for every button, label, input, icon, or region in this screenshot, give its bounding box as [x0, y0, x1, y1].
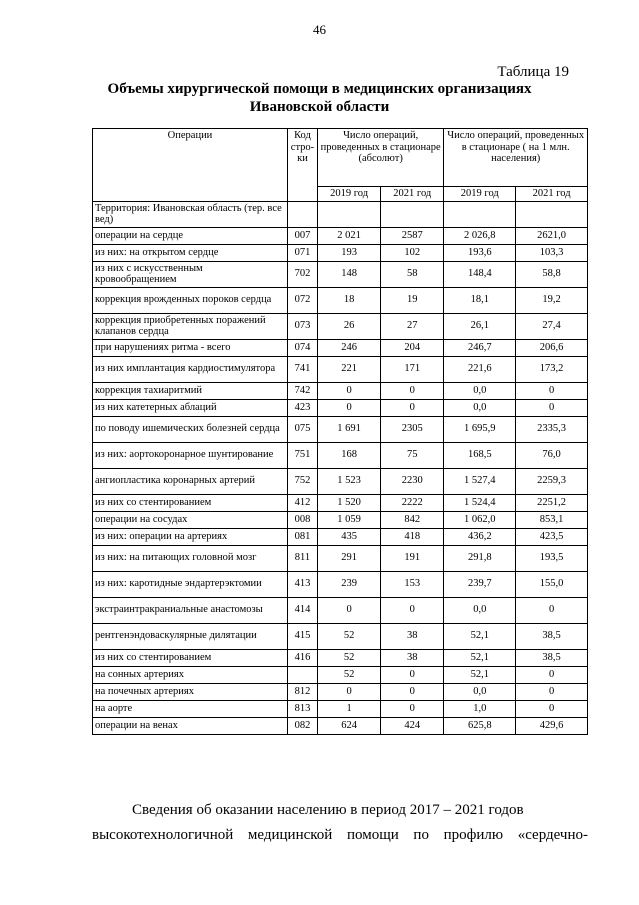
per-million-2021-value: 0: [516, 597, 588, 623]
table-row: [93, 511, 588, 528]
operation-name: рентгенэндоваскулярные дилятации: [93, 623, 288, 649]
abs-2019-value: 193: [317, 244, 380, 261]
header-per-million-group: Число операций, проведенных в стационаре ( на 1 млн. населения): [444, 129, 588, 187]
abs-2021-value: 2222: [381, 494, 444, 511]
abs-2019-value: 239: [317, 571, 380, 597]
row-code: 742: [287, 382, 317, 399]
abs-2019-value: 18: [317, 287, 380, 313]
per-million-2019-value: 246,7: [444, 339, 516, 356]
operation-name: коррекция врожденных пороков сердца: [93, 287, 288, 313]
table-row: [93, 399, 588, 416]
operation-name: экстраинтракраниальные анастомозы: [93, 597, 288, 623]
operation-name: операции на венах: [93, 717, 288, 734]
per-million-2021-value: 0: [516, 382, 588, 399]
row-code: 082: [287, 717, 317, 734]
per-million-2019-value: 0,0: [444, 597, 516, 623]
abs-2019-value: 148: [317, 261, 380, 287]
per-million-2021-value: 155,0: [516, 571, 588, 597]
per-million-2019-value: 52,1: [444, 623, 516, 649]
per-million-2021-value: 423,5: [516, 528, 588, 545]
table-row: [93, 416, 588, 442]
abs-2019-value: 435: [317, 528, 380, 545]
per-million-2021-value: 76,0: [516, 442, 588, 468]
abs-2019-value: 0: [317, 597, 380, 623]
table-row: [93, 244, 588, 261]
abs-2021-value: 842: [381, 511, 444, 528]
per-million-2021-value: 2621,0: [516, 227, 588, 244]
per-million-2019-value: 1 524,4: [444, 494, 516, 511]
table-row: [93, 683, 588, 700]
abs-2019-value: 221: [317, 356, 380, 382]
surgery-volume-table: [92, 128, 588, 735]
row-code: 007: [287, 227, 317, 244]
abs-2021-value: 191: [381, 545, 444, 571]
abs-2021-value: 0: [381, 700, 444, 717]
abs-2021-value: 0: [381, 683, 444, 700]
abs-2021-value: 171: [381, 356, 444, 382]
operation-name: на аорте: [93, 700, 288, 717]
table-row: [93, 468, 588, 494]
abs-2021-value: 19: [381, 287, 444, 313]
per-million-2021-value: 103,3: [516, 244, 588, 261]
operation-name: из них со стентированием: [93, 649, 288, 666]
territory-label: Территория: Ивановская область (тер. все вед): [93, 201, 288, 227]
per-million-2019-value: 18,1: [444, 287, 516, 313]
per-million-2021-value: 58,8: [516, 261, 588, 287]
per-million-2021-value: 38,5: [516, 623, 588, 649]
row-code: 414: [287, 597, 317, 623]
per-million-2019-value: 1 527,4: [444, 468, 516, 494]
row-code: 415: [287, 623, 317, 649]
per-million-2021-value: 206,6: [516, 339, 588, 356]
abs-2021-value: 153: [381, 571, 444, 597]
header-abs-2021: 2021 год: [381, 187, 444, 202]
row-code: 751: [287, 442, 317, 468]
page-number: 46: [313, 22, 326, 37]
table-row: [93, 649, 588, 666]
table-title: Объемы хирургической помощи в медицинских организациях Ивановской области: [107, 81, 532, 115]
per-million-2019-value: 148,4: [444, 261, 516, 287]
per-million-2021-value: 27,4: [516, 313, 588, 339]
abs-2019-value: 1 523: [317, 468, 380, 494]
per-million-2019-value: 168,5: [444, 442, 516, 468]
table-row: [93, 442, 588, 468]
per-million-2019-value: 52,1: [444, 649, 516, 666]
body-line-2: высокотехнологичной медицинской помощи по профилю «сердечно-: [92, 827, 588, 843]
per-million-2019-value: 0,0: [444, 399, 516, 416]
header-absolute-group: Число операций, проведенных в стационаре (абсолют): [317, 129, 443, 187]
operation-name: из них катетерных аблаций: [93, 399, 288, 416]
abs-2019-value: 1 520: [317, 494, 380, 511]
abs-2019-value: 624: [317, 717, 380, 734]
row-code: 812: [287, 683, 317, 700]
per-million-2021-value: 0: [516, 666, 588, 683]
operation-name: из них с искусственным кровообращением: [93, 261, 288, 287]
abs-2021-value: 204: [381, 339, 444, 356]
abs-2019-value: 1 691: [317, 416, 380, 442]
table-row: [93, 666, 588, 683]
body-line-1: Сведения об оказании населению в период 2017 – 2021 годов: [132, 802, 524, 818]
per-million-2021-value: 0: [516, 700, 588, 717]
abs-2019-value: 1 059: [317, 511, 380, 528]
operation-name: коррекция приобретенных поражений клапанов сердца: [93, 313, 288, 339]
per-million-2019-value: 1,0: [444, 700, 516, 717]
table-row: [93, 494, 588, 511]
territory-row: [93, 201, 588, 227]
abs-2021-value: 0: [381, 597, 444, 623]
table-row: [93, 528, 588, 545]
row-code: 752: [287, 468, 317, 494]
operation-name: коррекция тахиаритмий: [93, 382, 288, 399]
abs-2021-value: 2305: [381, 416, 444, 442]
abs-2019-value: 52: [317, 666, 380, 683]
abs-2021-value: 102: [381, 244, 444, 261]
header-rel-2021: 2021 год: [516, 187, 588, 202]
operation-name: ангиопластика коронарных артерий: [93, 468, 288, 494]
per-million-2021-value: 2335,3: [516, 416, 588, 442]
abs-2019-value: 291: [317, 545, 380, 571]
abs-2021-value: 38: [381, 623, 444, 649]
per-million-2021-value: 2251,2: [516, 494, 588, 511]
row-code: 413: [287, 571, 317, 597]
abs-2021-value: 424: [381, 717, 444, 734]
row-code: 074: [287, 339, 317, 356]
operation-name: по поводу ишемических болезней сердца: [93, 416, 288, 442]
row-code: 811: [287, 545, 317, 571]
row-code: 813: [287, 700, 317, 717]
table-caption: Таблица 19: [497, 64, 569, 80]
table-row: [93, 623, 588, 649]
abs-2021-value: 418: [381, 528, 444, 545]
header-code: Код стро-ки: [287, 129, 317, 202]
abs-2021-value: 38: [381, 649, 444, 666]
per-million-2021-value: 429,6: [516, 717, 588, 734]
table-row: [93, 287, 588, 313]
abs-2021-value: 0: [381, 399, 444, 416]
per-million-2019-value: 239,7: [444, 571, 516, 597]
row-code: 702: [287, 261, 317, 287]
per-million-2021-value: 0: [516, 683, 588, 700]
abs-2021-value: 2587: [381, 227, 444, 244]
table-row: [93, 571, 588, 597]
header-abs-2019: 2019 год: [317, 187, 380, 202]
abs-2021-value: 58: [381, 261, 444, 287]
operation-name: на сонных артериях: [93, 666, 288, 683]
per-million-2021-value: 193,5: [516, 545, 588, 571]
per-million-2021-value: 38,5: [516, 649, 588, 666]
abs-2019-value: 0: [317, 683, 380, 700]
table-row: [93, 261, 588, 287]
per-million-2019-value: 2 026,8: [444, 227, 516, 244]
abs-2019-value: 52: [317, 623, 380, 649]
per-million-2021-value: 19,2: [516, 287, 588, 313]
body-paragraph: [92, 798, 588, 848]
row-code: 071: [287, 244, 317, 261]
operation-name: из них: каротидные эндартерэктомии: [93, 571, 288, 597]
abs-2021-value: 75: [381, 442, 444, 468]
abs-2019-value: 1: [317, 700, 380, 717]
abs-2021-value: 27: [381, 313, 444, 339]
operation-name: при нарушениях ритма - всего: [93, 339, 288, 356]
per-million-2021-value: 853,1: [516, 511, 588, 528]
per-million-2021-value: 173,2: [516, 356, 588, 382]
table-row: [93, 382, 588, 399]
row-code: 741: [287, 356, 317, 382]
table-row: [93, 717, 588, 734]
abs-2019-value: 26: [317, 313, 380, 339]
operation-name: из них со стентированием: [93, 494, 288, 511]
abs-2019-value: 2 021: [317, 227, 380, 244]
header-operations: Операции: [93, 129, 288, 202]
operation-name: из них: аортокоронарное шунтирование: [93, 442, 288, 468]
operation-name: операции на сердце: [93, 227, 288, 244]
abs-2021-value: 0: [381, 382, 444, 399]
header-rel-2019: 2019 год: [444, 187, 516, 202]
table-row: [93, 356, 588, 382]
abs-2019-value: 0: [317, 382, 380, 399]
row-code: 008: [287, 511, 317, 528]
row-code: 075: [287, 416, 317, 442]
per-million-2019-value: 1 695,9: [444, 416, 516, 442]
abs-2019-value: 0: [317, 399, 380, 416]
row-code: 416: [287, 649, 317, 666]
abs-2019-value: 246: [317, 339, 380, 356]
row-code: 412: [287, 494, 317, 511]
table-row: [93, 545, 588, 571]
abs-2021-value: 0: [381, 666, 444, 683]
per-million-2019-value: 291,8: [444, 545, 516, 571]
per-million-2019-value: 0,0: [444, 683, 516, 700]
operation-name: из них: операции на артериях: [93, 528, 288, 545]
per-million-2021-value: 0: [516, 399, 588, 416]
operation-name: из них: на питающих головной мозг: [93, 545, 288, 571]
table-row: [93, 597, 588, 623]
row-code: [287, 666, 317, 683]
row-code: 423: [287, 399, 317, 416]
per-million-2019-value: 52,1: [444, 666, 516, 683]
operation-name: операции на сосудах: [93, 511, 288, 528]
operation-name: на почечных артериях: [93, 683, 288, 700]
table-row: [93, 339, 588, 356]
table-row: [93, 700, 588, 717]
table-row: [93, 227, 588, 244]
row-code: 081: [287, 528, 317, 545]
per-million-2019-value: 436,2: [444, 528, 516, 545]
per-million-2019-value: 1 062,0: [444, 511, 516, 528]
per-million-2019-value: 221,6: [444, 356, 516, 382]
per-million-2019-value: 193,6: [444, 244, 516, 261]
per-million-2019-value: 625,8: [444, 717, 516, 734]
abs-2021-value: 2230: [381, 468, 444, 494]
abs-2019-value: 52: [317, 649, 380, 666]
row-code: 072: [287, 287, 317, 313]
row-code: 073: [287, 313, 317, 339]
table-row: [93, 313, 588, 339]
operation-name: из них: на открытом сердце: [93, 244, 288, 261]
operation-name: из них имплантация кардиостимулятора: [93, 356, 288, 382]
abs-2019-value: 168: [317, 442, 380, 468]
per-million-2019-value: 26,1: [444, 313, 516, 339]
per-million-2021-value: 2259,3: [516, 468, 588, 494]
per-million-2019-value: 0,0: [444, 382, 516, 399]
